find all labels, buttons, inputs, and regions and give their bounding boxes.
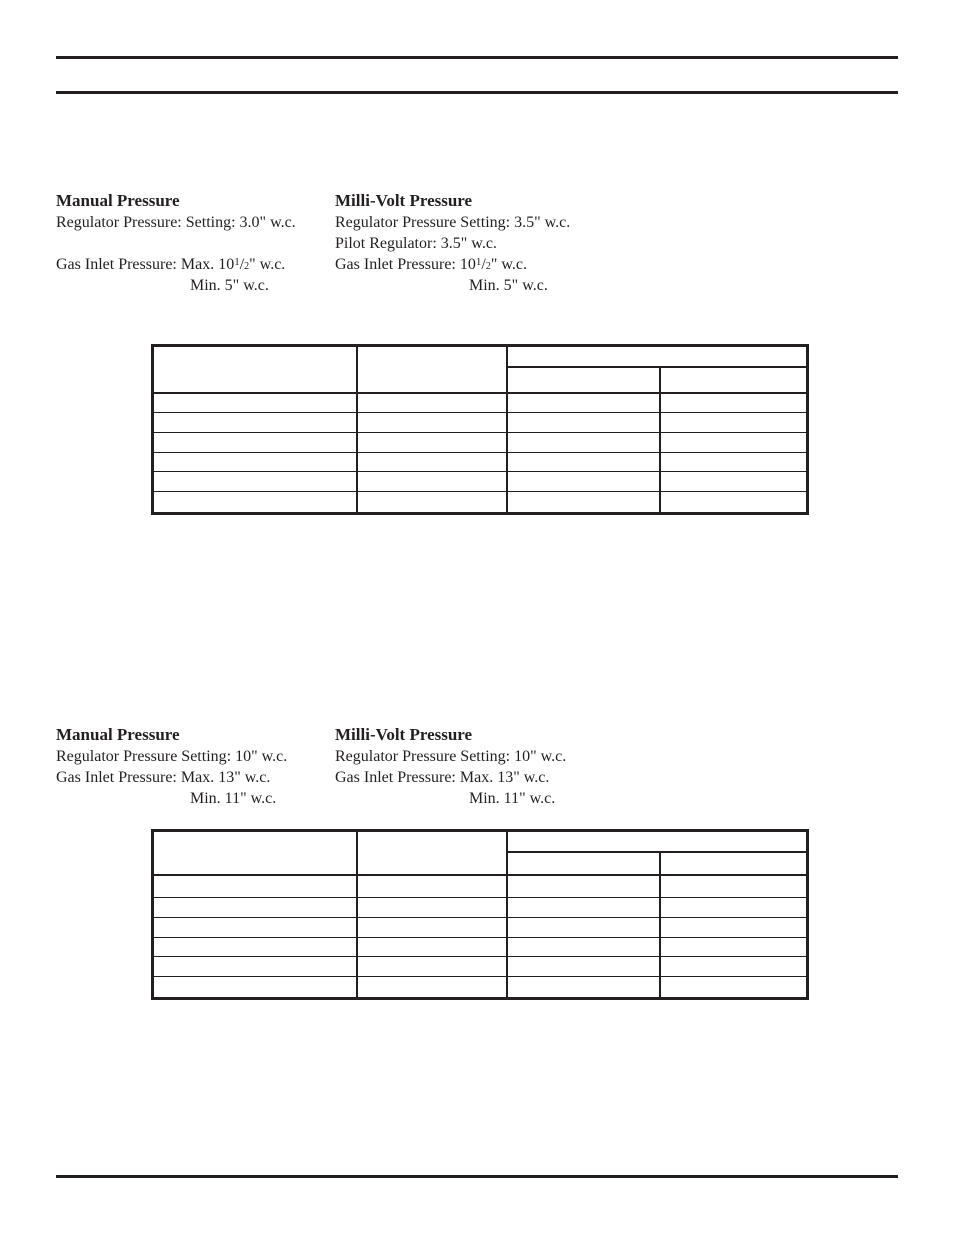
footer-rule [56, 1175, 898, 1178]
gas-inlet-min-text: Min. 5" w.c. [469, 277, 548, 294]
regulator-pressure-text: Regulator Pressure Setting: 10" w.c. [56, 748, 288, 765]
manual-pressure-heading: Manual Pressure [56, 725, 180, 744]
millivolt-pressure-heading: Milli-Volt Pressure [335, 191, 473, 210]
pressure-table-2 [151, 829, 809, 1000]
millivolt-pressure-block-1 [335, 190, 570, 296]
gas-inlet-min-text: Min. 11" w.c. [190, 790, 277, 807]
gas-inlet-pressure-text: Gas Inlet Pressure: $10^1/2$" w.c. [335, 256, 527, 273]
manual-pressure-block-1 [56, 190, 296, 296]
manual-pressure-block-2 [56, 724, 287, 809]
gas-inlet-min-text: Min. 11" w.c. [469, 790, 556, 807]
header-rule-bottom [56, 91, 898, 94]
gas-inlet-min-text: Min. 5" w.c. [190, 277, 269, 294]
pressure-table-1 [151, 344, 809, 515]
regulator-pressure-text: Regulator Pressure Setting: 3.5" w.c. [335, 214, 571, 231]
gas-inlet-pressure-text: Gas Inlet Pressure: Max. 13" w.c. [56, 769, 271, 786]
header-rule-top [56, 56, 898, 59]
millivolt-pressure-heading: Milli-Volt Pressure [335, 725, 473, 744]
gas-inlet-pressure-text: Gas Inlet Pressure: Max. $10^1/2$" w.c. [56, 256, 286, 273]
gas-inlet-pressure-text: Gas Inlet Pressure: Max. 13" w.c. [335, 769, 550, 786]
regulator-pressure-text: Regulator Pressure: Setting: 3.0" w.c. [56, 214, 296, 231]
pilot-regulator-text: Pilot Regulator: 3.5" w.c. [335, 235, 497, 252]
millivolt-pressure-block-2 [335, 724, 566, 809]
regulator-pressure-text: Regulator Pressure Setting: 10" w.c. [335, 748, 567, 765]
manual-pressure-heading: Manual Pressure [56, 191, 180, 210]
